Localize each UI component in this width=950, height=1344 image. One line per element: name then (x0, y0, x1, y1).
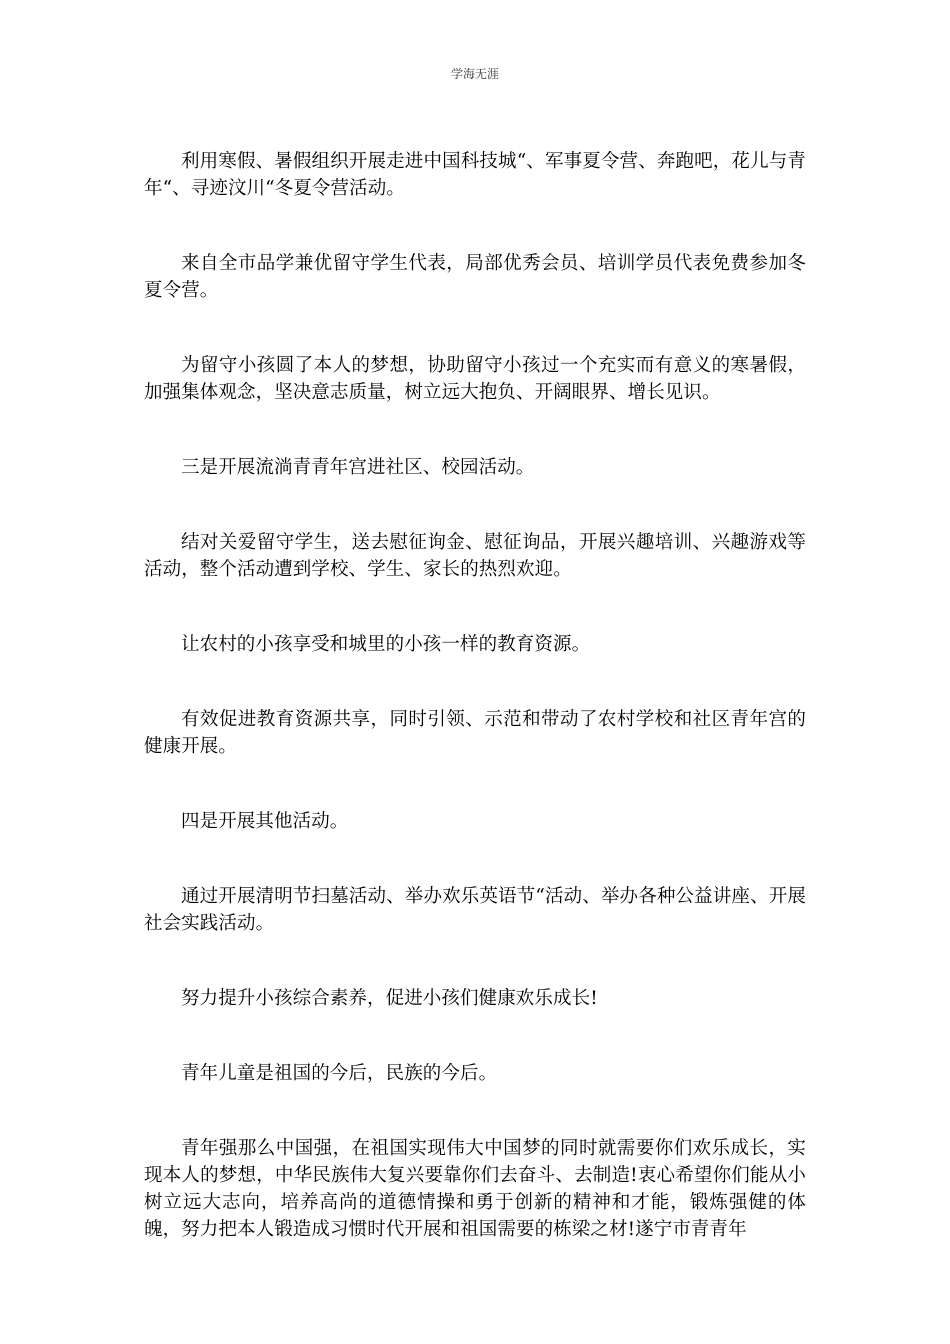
page-header: 学海无涯 (450, 67, 499, 81)
paragraph: 为留守小孩圆了本人的梦想，协助留守小孩过一个充实而有意义的寒暑假，加强集体观念，坚决意志质量，树立远大抱负、开阔眼界、增长见识。 (144, 355, 806, 403)
paragraph: 来自全市品学兼优留守学生代表，局部优秀会员、培训学员代表免费参加冬夏令营。 (144, 253, 806, 301)
document-body (144, 148, 806, 1243)
paragraph: 让农村的小孩享受和城里的小孩一样的教育资源。 (181, 634, 591, 655)
paragraph: 有效促进教育资源共享，同时引领、示范和带动了农村学校和社区青年宫的健康开展。 (144, 709, 806, 757)
paragraph: 利用寒假、暑假组织开展走进中国科技城“、军事夏令营、奔跑吧，花儿与青年“、寻迹汶川“冬夏令营活动。 (144, 151, 806, 199)
paragraph: 结对关爱留守学生，送去慰征询金、慰征询品，开展兴趣培训、兴趣游戏等活动，整个活动遭到学校、学生、家长的热烈欢迎。 (144, 532, 806, 580)
paragraph: 青年儿童是祖国的今后，民族的今后。 (181, 1063, 498, 1084)
paragraph: 四是开展其他活动。 (181, 811, 349, 832)
paragraph: 三是开展流淌青青年宫进社区、校园活动。 (181, 457, 535, 478)
paragraph: 通过开展清明节扫墓活动、举办欢乐英语节“活动、举办各种公益讲座、开展社会实践活动。 (144, 886, 806, 934)
paragraph: 努力提升小孩综合素养，促进小孩们健康欢乐成长! (181, 988, 598, 1009)
paragraph: 青年强那么中国强，在祖国实现伟大中国梦的同时就需要你们欢乐成长，实现本人的梦想，中华民族伟大复兴要靠你们去奋斗、去制造!衷心希望你们能从小树立远大志向，培养高尚的道德情操和勇于创新的精神和才能，锻炼强健的体魄，努力把本人锻造成习惯时代开展和祖国需要的栋梁之材!遂宁市青青年 (144, 1138, 806, 1240)
